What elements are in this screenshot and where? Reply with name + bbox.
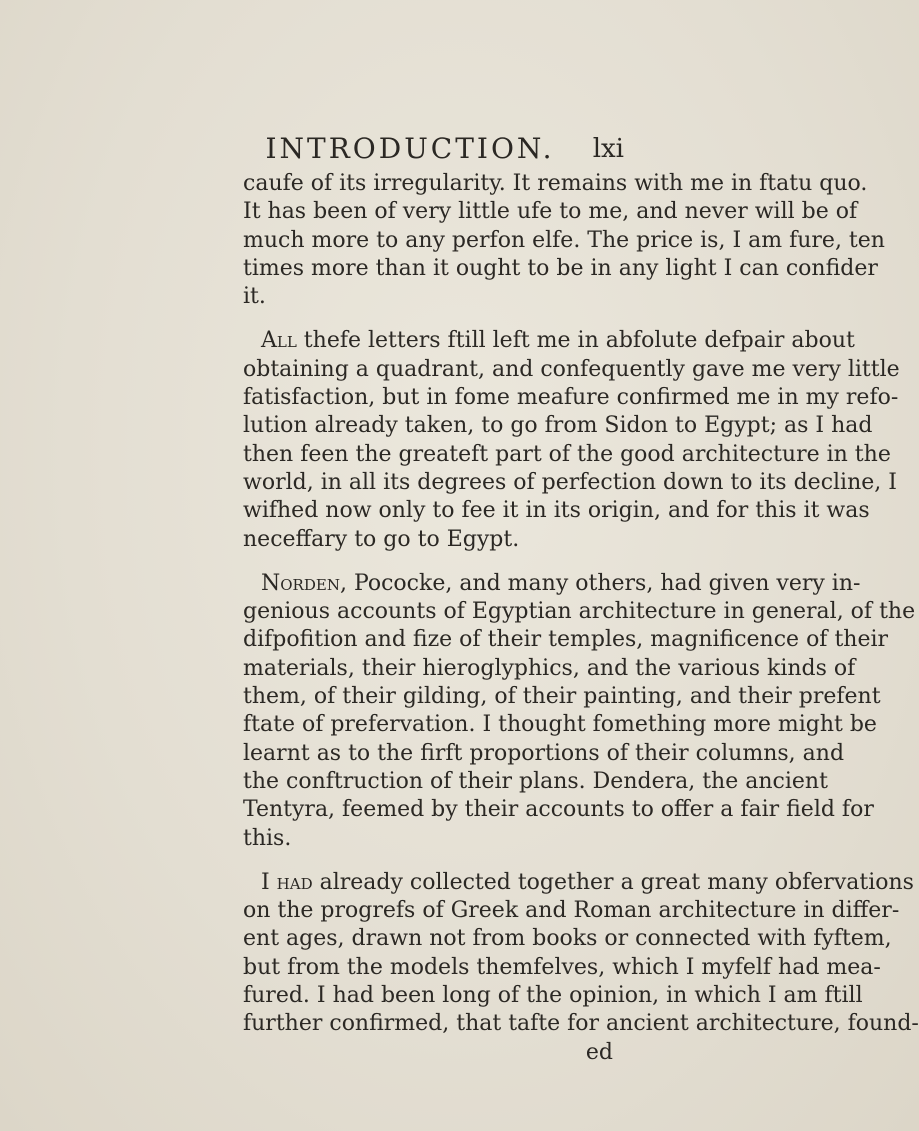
text-line: on the progrefs of Greek and Roman architecture in differ- <box>243 898 900 924</box>
text-line: ftate of prefervation. I thought fomething more might be <box>243 712 877 738</box>
text-line: It has been of very little ufe to me, and never will be of <box>243 199 858 225</box>
text-line: further confirmed, that tafte for ancient architecture, found- <box>243 1011 919 1037</box>
text-line <box>243 869 914 897</box>
text-line: this. <box>243 825 292 851</box>
text-line: world, in all its degrees of perfection down to its decline, I <box>243 469 897 495</box>
text-line: neceffary to go to Egypt. <box>243 526 520 552</box>
catchword: ed <box>585 1039 613 1065</box>
text-line: Tentyra, feemed by their accounts to offer a fair field for <box>243 797 874 823</box>
text-line: the conftruction of their plans. Dendera, the ancient <box>243 768 828 794</box>
page-header <box>0 132 800 172</box>
text-line: but from the models themfelves, which I myfelf had mea- <box>243 954 881 980</box>
text-line: then feen the greateft part of the good architecture in the <box>243 441 891 467</box>
text-line: learnt as to the firft proportions of their columns, and <box>243 740 845 766</box>
text-line: genious accounts of Egyptian architecture in general, of the <box>243 599 916 625</box>
lead-word: I had <box>261 869 313 895</box>
lead-word: All <box>261 328 297 354</box>
text-line: ent ages, drawn not from books or connected with fyftem, <box>243 926 892 952</box>
paragraph <box>243 570 916 853</box>
running-title: INTRODUCTION. <box>265 132 555 165</box>
text-line: caufe of its irregularity. It remains with me in ftatu quo. <box>243 171 868 196</box>
paragraph <box>243 327 900 553</box>
text-line: it. <box>243 284 266 310</box>
text-line: fured. I had been long of the opinion, in which I am ftill <box>243 983 863 1009</box>
text-fragment: already collected together a great many obfervations <box>312 869 914 895</box>
text-line: wifhed now only to fee it in its origin, and for this it was <box>243 498 870 524</box>
text-line <box>243 570 861 598</box>
paragraph <box>243 170 885 311</box>
text-line: times more than it ought to be in any light I can confider <box>243 255 878 281</box>
text-line: lution already taken, to go from Sidon to Egypt; as I had <box>243 413 873 439</box>
text-line: obtaining a quadrant, and confequently gave me very little <box>243 356 900 382</box>
text-fragment: , Pococke, and many others, had given very in- <box>339 570 861 596</box>
page-number: lxi <box>592 134 624 164</box>
body-text <box>243 170 919 1067</box>
text-line <box>243 327 855 355</box>
text-fragment: thefe letters ftill left me in abfolute defpair about <box>296 328 855 354</box>
text-line: them, of their gilding, of their painting, and their prefent <box>243 684 881 710</box>
text-line: materials, their hieroglyphics, and the various kinds of <box>243 655 856 681</box>
paragraph <box>243 869 919 1067</box>
text-line: fatisfaction, but in fome meafure confirmed me in my refo- <box>243 385 899 411</box>
text-line: difpofition and fize of their temples, magnificence of their <box>243 627 889 653</box>
text-line: much more to any perfon elfe. The price is, I am fure, ten <box>243 227 885 253</box>
lead-word: Norden <box>261 570 340 596</box>
